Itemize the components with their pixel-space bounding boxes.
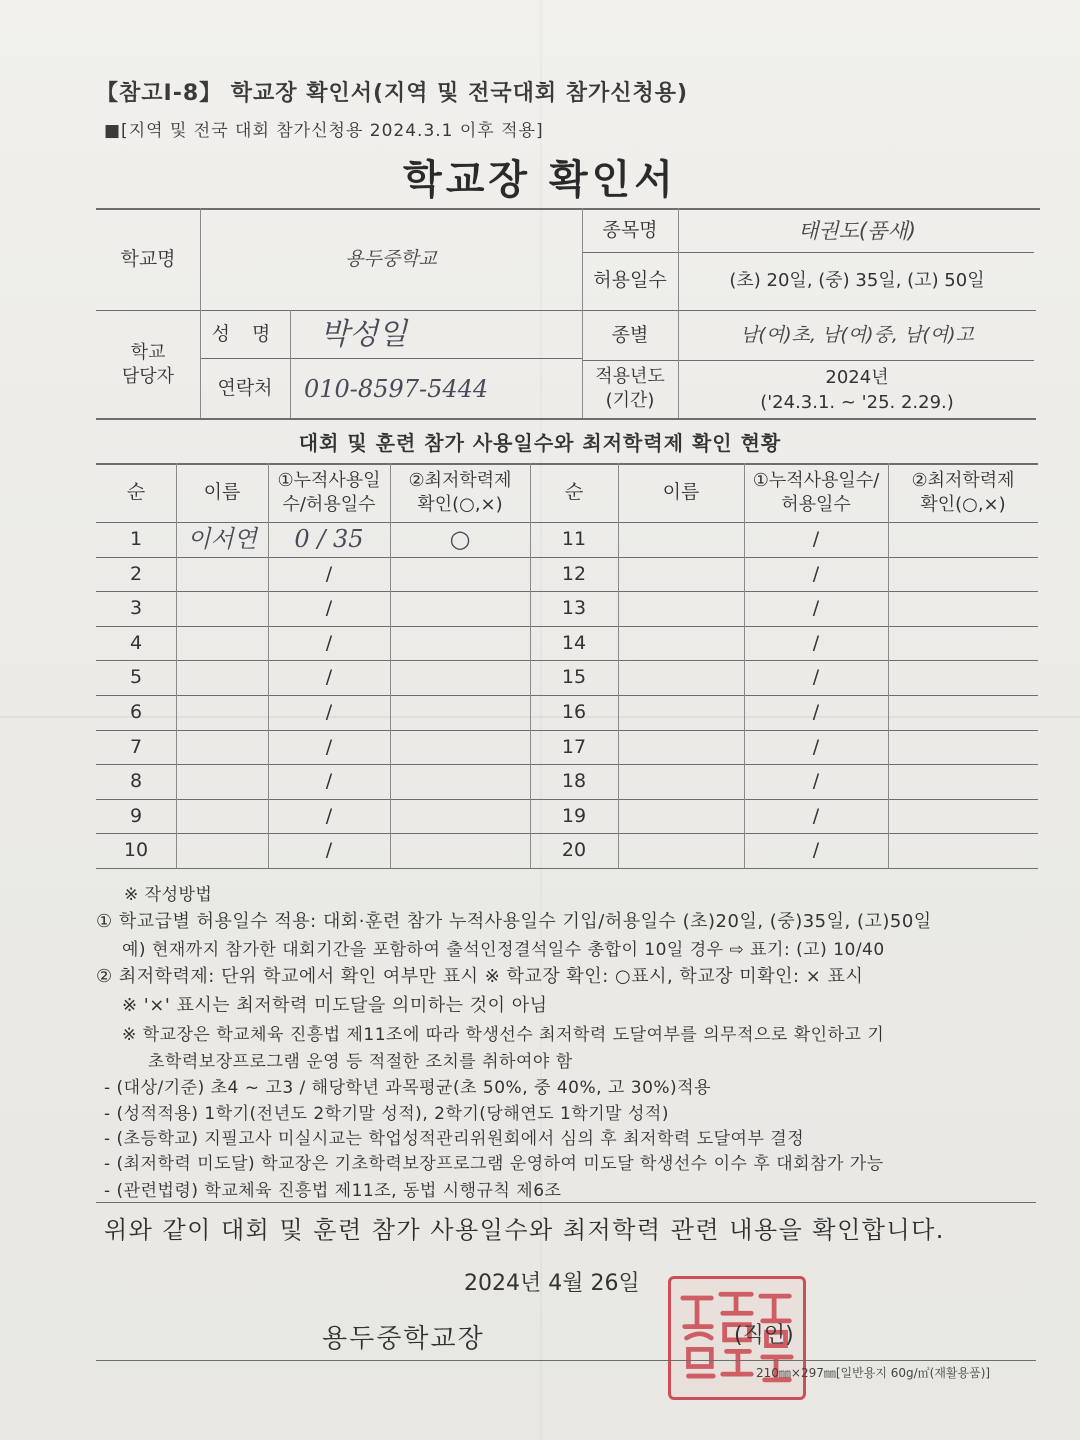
- header-check-left: ②최저학력제 확인(○,×): [408, 469, 512, 515]
- status-right-days-cell: /: [812, 769, 820, 792]
- note-line: ※ 학교장은 학교체육 진흥법 제11조에 따라 학생선수 최저학력 도달여부를 의무적으로 확인하고 기: [122, 1025, 885, 1045]
- status-left-name-cell: [176, 833, 268, 868]
- status-left-name-cell: [176, 695, 268, 730]
- event-label: 종목명: [602, 219, 658, 242]
- year-label: 적용년도 (기간): [595, 365, 665, 411]
- status-left-check-cell: [390, 626, 530, 661]
- note-line: ※ '×' 표시는 최저학력 미도달을 의미하는 것이 아님: [122, 995, 548, 1016]
- status-left-check-cell: [390, 695, 530, 730]
- status-left-name-cell: [176, 660, 268, 695]
- category-label: 종별: [611, 324, 649, 347]
- status-left-name-cell: [176, 799, 268, 834]
- staff-label: 학교 담당자: [121, 341, 175, 387]
- status-row-divider: [96, 868, 1038, 869]
- status-left-no-cell: 7: [129, 735, 143, 758]
- status-left-days-cell: /: [325, 596, 333, 619]
- note-line: ① 학교급별 허용일수 적용: 대회·훈련 참가 누적사용일수 기입/허용일수 (초)20일, (중)35일, (고)50일: [96, 911, 932, 932]
- status-left-days-cell: 0 / 35: [294, 525, 364, 554]
- status-left-no-cell: 9: [129, 804, 143, 827]
- status-left-days-cell: /: [325, 804, 333, 827]
- status-right-days-cell: /: [812, 631, 820, 654]
- paper-spec: 210㎜×297㎜[일반용지 60g/㎡(재활용품)]: [756, 1366, 991, 1380]
- status-left-check-cell: [390, 730, 530, 765]
- status-right-no-cell: 12: [561, 562, 587, 585]
- status-right-name-cell: [618, 730, 744, 765]
- staff-contact-value: 010-8597-5444: [304, 374, 489, 403]
- event-value: 태권도(품새): [798, 218, 916, 243]
- note-line: - (최저학력 미도달) 학교장은 기초학력보장프로그램 운영하여 미도달 학생선수 이수 후 대회참가 가능: [104, 1154, 884, 1174]
- status-right-check-cell: [888, 626, 1038, 661]
- header-no-right: 순: [564, 481, 584, 504]
- staff-contact-label: 연락처: [217, 377, 273, 400]
- header-name-left: 이름: [203, 481, 241, 504]
- status-left-days-cell: /: [325, 700, 333, 723]
- status-left-days-cell: /: [325, 838, 333, 861]
- status-left-no-cell: 8: [129, 769, 143, 792]
- status-right-days-cell: /: [812, 700, 820, 723]
- year-value: 2024년: [825, 366, 889, 388]
- status-right-name-cell: [618, 626, 744, 661]
- status-left-days-cell: /: [325, 562, 333, 585]
- status-left-check-cell: [390, 591, 530, 626]
- status-left-check-cell: [390, 799, 530, 834]
- status-left-name-cell: [176, 764, 268, 799]
- status-right-no-cell: 16: [561, 700, 587, 723]
- header-days-left: ①누적사용일 수/허용일수: [277, 469, 381, 515]
- reference-title: 【참고Ⅰ-8】 학교장 확인서(지역 및 전국대회 참가신청용): [96, 81, 689, 106]
- status-right-check-cell: [888, 660, 1038, 695]
- section-title: 대회 및 훈련 참가 사용일수와 최저학력제 확인 현황: [298, 431, 782, 455]
- allowed-days-label: 허용일수: [593, 269, 667, 292]
- status-left-days-cell: /: [325, 735, 333, 758]
- note-line: 예) 현재까지 참가한 대회기간을 포함하여 출석인정결석일수 총합이 10일 경우 ⇨ 표기: (고) 10/40: [122, 940, 885, 960]
- status-right-days-cell: /: [812, 838, 820, 861]
- status-right-check-cell: [888, 591, 1038, 626]
- status-right-days-cell: /: [812, 735, 820, 758]
- note-line: - (성적적용) 1학기(전년도 2학기말 성적), 2학기(당해연도 1학기말 성적): [104, 1104, 669, 1124]
- status-right-check-cell: [888, 764, 1038, 799]
- status-right-no-cell: 11: [561, 527, 587, 550]
- status-right-name-cell: [618, 764, 744, 799]
- status-right-no-cell: 13: [561, 596, 587, 619]
- status-left-name-cell: [176, 591, 268, 626]
- confirmation-text: 위와 같이 대회 및 훈련 참가 사용일수와 최저학력 관련 내용을 확인합니다.: [104, 1216, 945, 1244]
- status-right-days-cell: /: [812, 527, 820, 550]
- status-right-name-cell: [618, 557, 744, 592]
- status-left-no-cell: 5: [129, 665, 143, 688]
- staff-name-label: 성 명: [211, 323, 279, 346]
- status-right-no-cell: 19: [561, 804, 587, 827]
- note-line: ② 최저학력제: 단위 학교에서 확인 여부만 표시 ※ 학교장 확인: ○표시, 학교장 미확인: × 표시: [96, 966, 864, 987]
- principal-text: 용두중학교장: [322, 1324, 485, 1354]
- status-right-name-cell: [618, 799, 744, 834]
- status-right-days-cell: /: [812, 804, 820, 827]
- school-name-label: 학교명: [120, 248, 176, 271]
- status-left-no-cell: 2: [129, 562, 143, 585]
- school-name-value: 용두중학교: [345, 248, 437, 271]
- status-left-check-cell: [390, 557, 530, 592]
- status-left-name-cell: 이서연: [187, 525, 257, 554]
- status-right-name-cell: [618, 522, 744, 557]
- period-value: ('24.3.1. ~ '25. 2.29.): [760, 392, 954, 413]
- status-table-top-border: [96, 463, 1038, 465]
- info-row-divider: [200, 358, 582, 359]
- seal-label: (직인): [734, 1323, 794, 1348]
- status-right-check-cell: [888, 557, 1038, 592]
- allowed-days-value: (초) 20일, (중) 35일, (고) 50일: [729, 269, 985, 291]
- header-check-right: ②최저학력제 확인(○,×): [911, 469, 1015, 515]
- header-days-right: ①누적사용일수/ 허용일수: [752, 469, 880, 515]
- note-line: - (대상/기준) 초4 ~ 고3 / 해당학년 과목평균(초 50%, 중 40%, 고 30%)적용: [104, 1078, 712, 1098]
- status-left-days-cell: /: [325, 665, 333, 688]
- status-left-no-cell: 10: [123, 838, 149, 861]
- status-right-check-cell: [888, 799, 1038, 834]
- status-left-days-cell: /: [325, 769, 333, 792]
- status-right-no-cell: 15: [561, 665, 587, 688]
- footer-divider: [96, 1360, 1036, 1361]
- page-title: 학교장 확인서: [403, 157, 677, 203]
- status-left-name-cell: [176, 557, 268, 592]
- status-right-name-cell: [618, 591, 744, 626]
- note-line: - (관련법령) 학교체육 진흥법 제11조, 동법 시행규칙 제6조: [104, 1181, 562, 1201]
- status-right-days-cell: /: [812, 665, 820, 688]
- status-left-days-cell: /: [325, 631, 333, 654]
- note-line: - (초등학교) 지필고사 미실시교는 학업성적관리위원회에서 심의 후 최저학력 도달여부 결정: [104, 1129, 805, 1149]
- status-right-no-cell: 17: [561, 735, 587, 758]
- status-right-no-cell: 18: [561, 769, 587, 792]
- status-right-name-cell: [618, 695, 744, 730]
- notes-divider: [96, 1202, 1036, 1203]
- status-right-name-cell: [618, 660, 744, 695]
- sub-title: ■[지역 및 전국 대회 참가신청용 2024.3.1 이후 적용]: [104, 121, 544, 141]
- status-left-no-cell: 1: [129, 527, 143, 550]
- status-right-check-cell: [888, 695, 1038, 730]
- date-text: 2024년 4월 26일: [464, 1271, 640, 1296]
- note-heading: ※ 작성방법: [124, 885, 213, 905]
- status-right-check-cell: [888, 522, 1038, 557]
- status-left-name-cell: [176, 626, 268, 661]
- status-right-name-cell: [618, 833, 744, 868]
- staff-name-value: 박성일: [320, 316, 407, 352]
- status-left-check-cell: [390, 833, 530, 868]
- note-line: 초학력보장프로그램 운영 등 적절한 조치를 취하여야 함: [148, 1052, 573, 1072]
- status-left-no-cell: 6: [129, 700, 143, 723]
- status-left-no-cell: 4: [129, 631, 143, 654]
- status-left-check-cell: [390, 764, 530, 799]
- status-left-no-cell: 3: [129, 596, 143, 619]
- status-right-check-cell: [888, 833, 1038, 868]
- status-left-check-cell: ○: [449, 525, 471, 554]
- status-right-no-cell: 14: [561, 631, 587, 654]
- info-row-divider: [96, 310, 1036, 311]
- header-name-right: 이름: [662, 481, 700, 504]
- status-right-check-cell: [888, 730, 1038, 765]
- status-left-name-cell: [176, 730, 268, 765]
- status-right-days-cell: /: [812, 562, 820, 585]
- category-value: 남(여)초, 남(여)중, 남(여)고: [740, 324, 974, 347]
- status-left-check-cell: [390, 660, 530, 695]
- year-value-block: [678, 362, 1036, 418]
- info-table-bottom-border: [96, 418, 1036, 420]
- header-no-left: 순: [126, 481, 146, 504]
- status-right-no-cell: 20: [561, 838, 587, 861]
- status-right-days-cell: /: [812, 596, 820, 619]
